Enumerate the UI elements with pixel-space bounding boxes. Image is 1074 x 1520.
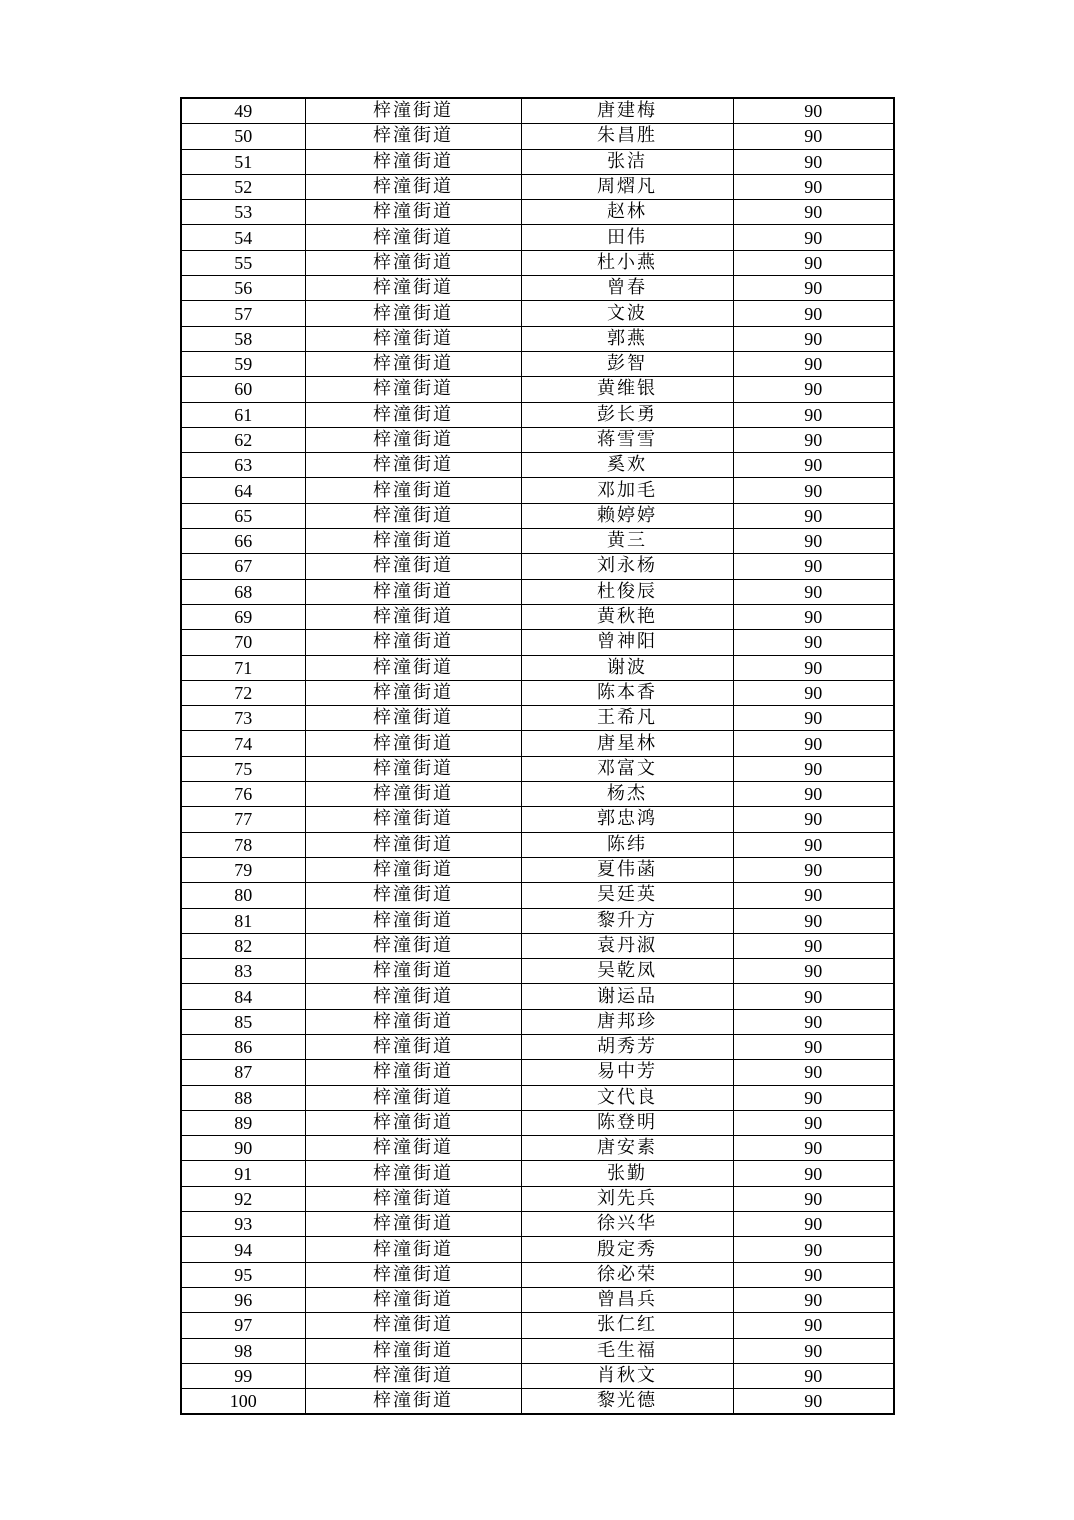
row-number: 78	[181, 832, 305, 857]
score-cell: 90	[733, 959, 894, 984]
person-name-cell: 曾昌兵	[521, 1287, 733, 1312]
person-name-cell: 张洁	[521, 149, 733, 174]
score-cell: 90	[733, 655, 894, 680]
row-number: 69	[181, 604, 305, 629]
table-row	[181, 478, 894, 503]
score-cell: 90	[733, 124, 894, 149]
row-number: 61	[181, 402, 305, 427]
score-cell: 90	[733, 351, 894, 376]
person-name-cell: 谢运品	[521, 984, 733, 1009]
table-row	[181, 908, 894, 933]
person-name-cell: 殷定秀	[521, 1237, 733, 1262]
row-number: 58	[181, 326, 305, 351]
table-row	[181, 1338, 894, 1363]
street-cell: 梓潼街道	[305, 326, 521, 351]
row-number: 67	[181, 554, 305, 579]
street-cell: 梓潼街道	[305, 604, 521, 629]
person-name-cell: 郭忠鸿	[521, 807, 733, 832]
row-number: 82	[181, 933, 305, 958]
score-cell: 90	[733, 680, 894, 705]
street-cell: 梓潼街道	[305, 1186, 521, 1211]
street-cell: 梓潼街道	[305, 1110, 521, 1135]
score-cell: 90	[733, 1212, 894, 1237]
person-name-cell: 周熠凡	[521, 174, 733, 199]
score-cell: 90	[733, 604, 894, 629]
score-cell: 90	[733, 250, 894, 275]
street-cell: 梓潼街道	[305, 832, 521, 857]
score-cell: 90	[733, 1338, 894, 1363]
street-cell: 梓潼街道	[305, 402, 521, 427]
score-cell: 90	[733, 1034, 894, 1059]
person-name-cell: 谢波	[521, 655, 733, 680]
table-row	[181, 1363, 894, 1388]
street-cell: 梓潼街道	[305, 1085, 521, 1110]
score-cell: 90	[733, 1363, 894, 1388]
person-name-cell: 吴乾凤	[521, 959, 733, 984]
row-number: 62	[181, 427, 305, 452]
row-number: 85	[181, 1009, 305, 1034]
table-row	[181, 782, 894, 807]
row-number: 99	[181, 1363, 305, 1388]
roster-table	[180, 97, 895, 1415]
table-row	[181, 1313, 894, 1338]
street-cell: 梓潼街道	[305, 250, 521, 275]
person-name-cell: 曾春	[521, 276, 733, 301]
street-cell: 梓潼街道	[305, 908, 521, 933]
score-cell: 90	[733, 529, 894, 554]
person-name-cell: 徐兴华	[521, 1212, 733, 1237]
row-number: 84	[181, 984, 305, 1009]
row-number: 100	[181, 1389, 305, 1415]
street-cell: 梓潼街道	[305, 883, 521, 908]
row-number: 98	[181, 1338, 305, 1363]
table-row	[181, 731, 894, 756]
person-name-cell: 黎升方	[521, 908, 733, 933]
table-row	[181, 655, 894, 680]
table-row	[181, 857, 894, 882]
street-cell: 梓潼街道	[305, 857, 521, 882]
row-number: 79	[181, 857, 305, 882]
row-number: 60	[181, 377, 305, 402]
street-cell: 梓潼街道	[305, 351, 521, 376]
table-row	[181, 276, 894, 301]
score-cell: 90	[733, 301, 894, 326]
person-name-cell: 邓加毛	[521, 478, 733, 503]
person-name-cell: 黄维银	[521, 377, 733, 402]
score-cell: 90	[733, 453, 894, 478]
row-number: 55	[181, 250, 305, 275]
row-number: 77	[181, 807, 305, 832]
person-name-cell: 袁丹淑	[521, 933, 733, 958]
table-row	[181, 529, 894, 554]
person-name-cell: 奚欢	[521, 453, 733, 478]
street-cell: 梓潼街道	[305, 554, 521, 579]
street-cell: 梓潼街道	[305, 680, 521, 705]
street-cell: 梓潼街道	[305, 630, 521, 655]
table-row	[181, 200, 894, 225]
person-name-cell: 曾神阳	[521, 630, 733, 655]
row-number: 51	[181, 149, 305, 174]
row-number: 75	[181, 756, 305, 781]
table-row	[181, 1110, 894, 1135]
table-row	[181, 706, 894, 731]
table-row	[181, 250, 894, 275]
street-cell: 梓潼街道	[305, 1161, 521, 1186]
person-name-cell: 赖婷婷	[521, 503, 733, 528]
person-name-cell: 胡秀芳	[521, 1034, 733, 1059]
street-cell: 梓潼街道	[305, 579, 521, 604]
score-cell: 90	[733, 706, 894, 731]
street-cell: 梓潼街道	[305, 225, 521, 250]
person-name-cell: 吴廷英	[521, 883, 733, 908]
street-cell: 梓潼街道	[305, 959, 521, 984]
street-cell: 梓潼街道	[305, 1212, 521, 1237]
person-name-cell: 杜小燕	[521, 250, 733, 275]
score-cell: 90	[733, 782, 894, 807]
row-number: 96	[181, 1287, 305, 1312]
table-row	[181, 630, 894, 655]
row-number: 76	[181, 782, 305, 807]
row-number: 59	[181, 351, 305, 376]
table-row	[181, 807, 894, 832]
street-cell: 梓潼街道	[305, 933, 521, 958]
street-cell: 梓潼街道	[305, 706, 521, 731]
score-cell: 90	[733, 554, 894, 579]
person-name-cell: 杜俊辰	[521, 579, 733, 604]
score-cell: 90	[733, 579, 894, 604]
person-name-cell: 黄三	[521, 529, 733, 554]
score-cell: 90	[733, 503, 894, 528]
row-number: 92	[181, 1186, 305, 1211]
street-cell: 梓潼街道	[305, 655, 521, 680]
street-cell: 梓潼街道	[305, 1237, 521, 1262]
row-number: 53	[181, 200, 305, 225]
person-name-cell: 陈纬	[521, 832, 733, 857]
person-name-cell: 唐建梅	[521, 98, 733, 124]
score-cell: 90	[733, 402, 894, 427]
table-row	[181, 402, 894, 427]
table-row	[181, 883, 894, 908]
score-cell: 90	[733, 200, 894, 225]
table-row	[181, 427, 894, 452]
street-cell: 梓潼街道	[305, 1313, 521, 1338]
table-row	[181, 1161, 894, 1186]
street-cell: 梓潼街道	[305, 124, 521, 149]
table-row	[181, 351, 894, 376]
row-number: 95	[181, 1262, 305, 1287]
row-number: 64	[181, 478, 305, 503]
person-name-cell: 文波	[521, 301, 733, 326]
row-number: 89	[181, 1110, 305, 1135]
street-cell: 梓潼街道	[305, 807, 521, 832]
row-number: 57	[181, 301, 305, 326]
row-number: 56	[181, 276, 305, 301]
table-row	[181, 1136, 894, 1161]
table-row	[181, 554, 894, 579]
score-cell: 90	[733, 1161, 894, 1186]
score-cell: 90	[733, 731, 894, 756]
row-number: 52	[181, 174, 305, 199]
table-row	[181, 1212, 894, 1237]
row-number: 88	[181, 1085, 305, 1110]
score-cell: 90	[733, 1060, 894, 1085]
person-name-cell: 张仁红	[521, 1313, 733, 1338]
street-cell: 梓潼街道	[305, 529, 521, 554]
street-cell: 梓潼街道	[305, 453, 521, 478]
score-cell: 90	[733, 1237, 894, 1262]
street-cell: 梓潼街道	[305, 1136, 521, 1161]
table-row	[181, 1034, 894, 1059]
table-row	[181, 832, 894, 857]
table-row	[181, 98, 894, 124]
row-number: 90	[181, 1136, 305, 1161]
score-cell: 90	[733, 1085, 894, 1110]
row-number: 63	[181, 453, 305, 478]
row-number: 74	[181, 731, 305, 756]
table-row	[181, 959, 894, 984]
street-cell: 梓潼街道	[305, 301, 521, 326]
person-name-cell: 黄秋艳	[521, 604, 733, 629]
street-cell: 梓潼街道	[305, 984, 521, 1009]
street-cell: 梓潼街道	[305, 1009, 521, 1034]
table-row	[181, 453, 894, 478]
score-cell: 90	[733, 1186, 894, 1211]
row-number: 81	[181, 908, 305, 933]
person-name-cell: 唐邦珍	[521, 1009, 733, 1034]
street-cell: 梓潼街道	[305, 98, 521, 124]
street-cell: 梓潼街道	[305, 427, 521, 452]
street-cell: 梓潼街道	[305, 503, 521, 528]
street-cell: 梓潼街道	[305, 1034, 521, 1059]
score-cell: 90	[733, 478, 894, 503]
person-name-cell: 赵林	[521, 200, 733, 225]
row-number: 66	[181, 529, 305, 554]
row-number: 80	[181, 883, 305, 908]
person-name-cell: 文代良	[521, 1085, 733, 1110]
score-cell: 90	[733, 933, 894, 958]
table-row	[181, 933, 894, 958]
person-name-cell: 邓富文	[521, 756, 733, 781]
person-name-cell: 黎光德	[521, 1389, 733, 1415]
person-name-cell: 易中芳	[521, 1060, 733, 1085]
score-cell: 90	[733, 908, 894, 933]
street-cell: 梓潼街道	[305, 1060, 521, 1085]
table-row	[181, 225, 894, 250]
table-row	[181, 503, 894, 528]
table-row	[181, 124, 894, 149]
score-cell: 90	[733, 276, 894, 301]
street-cell: 梓潼街道	[305, 377, 521, 402]
table-row	[181, 377, 894, 402]
row-number: 97	[181, 1313, 305, 1338]
person-name-cell: 毛生福	[521, 1338, 733, 1363]
roster-table-body	[181, 98, 894, 1414]
table-row	[181, 1287, 894, 1312]
row-number: 50	[181, 124, 305, 149]
row-number: 91	[181, 1161, 305, 1186]
person-name-cell: 肖秋文	[521, 1363, 733, 1388]
row-number: 86	[181, 1034, 305, 1059]
person-name-cell: 张勤	[521, 1161, 733, 1186]
person-name-cell: 唐安素	[521, 1136, 733, 1161]
table-row	[181, 174, 894, 199]
street-cell: 梓潼街道	[305, 478, 521, 503]
row-number: 93	[181, 1212, 305, 1237]
street-cell: 梓潼街道	[305, 782, 521, 807]
street-cell: 梓潼街道	[305, 200, 521, 225]
table-row	[181, 604, 894, 629]
score-cell: 90	[733, 1287, 894, 1312]
table-row	[181, 1262, 894, 1287]
street-cell: 梓潼街道	[305, 1338, 521, 1363]
score-cell: 90	[733, 630, 894, 655]
row-number: 87	[181, 1060, 305, 1085]
street-cell: 梓潼街道	[305, 276, 521, 301]
table-row	[181, 149, 894, 174]
street-cell: 梓潼街道	[305, 174, 521, 199]
street-cell: 梓潼街道	[305, 1363, 521, 1388]
score-cell: 90	[733, 174, 894, 199]
table-row	[181, 1389, 894, 1415]
score-cell: 90	[733, 1389, 894, 1415]
score-cell: 90	[733, 1313, 894, 1338]
row-number: 49	[181, 98, 305, 124]
table-row	[181, 1009, 894, 1034]
table-row	[181, 579, 894, 604]
table-row	[181, 1237, 894, 1262]
row-number: 72	[181, 680, 305, 705]
row-number: 68	[181, 579, 305, 604]
score-cell: 90	[733, 807, 894, 832]
row-number: 94	[181, 1237, 305, 1262]
score-cell: 90	[733, 883, 894, 908]
row-number: 54	[181, 225, 305, 250]
score-cell: 90	[733, 98, 894, 124]
person-name-cell: 杨杰	[521, 782, 733, 807]
street-cell: 梓潼街道	[305, 1262, 521, 1287]
street-cell: 梓潼街道	[305, 731, 521, 756]
row-number: 65	[181, 503, 305, 528]
table-row	[181, 326, 894, 351]
person-name-cell: 田伟	[521, 225, 733, 250]
score-cell: 90	[733, 1136, 894, 1161]
score-cell: 90	[733, 326, 894, 351]
street-cell: 梓潼街道	[305, 756, 521, 781]
street-cell: 梓潼街道	[305, 1389, 521, 1415]
person-name-cell: 王希凡	[521, 706, 733, 731]
person-name-cell: 陈登明	[521, 1110, 733, 1135]
score-cell: 90	[733, 1009, 894, 1034]
score-cell: 90	[733, 984, 894, 1009]
score-cell: 90	[733, 377, 894, 402]
row-number: 70	[181, 630, 305, 655]
table-row	[181, 301, 894, 326]
person-name-cell: 唐星林	[521, 731, 733, 756]
person-name-cell: 刘先兵	[521, 1186, 733, 1211]
person-name-cell: 彭长勇	[521, 402, 733, 427]
table-row	[181, 984, 894, 1009]
score-cell: 90	[733, 427, 894, 452]
person-name-cell: 蒋雪雪	[521, 427, 733, 452]
score-cell: 90	[733, 1262, 894, 1287]
table-row	[181, 680, 894, 705]
person-name-cell: 郭燕	[521, 326, 733, 351]
table-row	[181, 1060, 894, 1085]
person-name-cell: 陈本香	[521, 680, 733, 705]
score-cell: 90	[733, 1110, 894, 1135]
score-cell: 90	[733, 149, 894, 174]
person-name-cell: 彭智	[521, 351, 733, 376]
person-name-cell: 夏伟菡	[521, 857, 733, 882]
table-row	[181, 756, 894, 781]
table-row	[181, 1186, 894, 1211]
person-name-cell: 徐必荣	[521, 1262, 733, 1287]
person-name-cell: 刘永杨	[521, 554, 733, 579]
row-number: 73	[181, 706, 305, 731]
street-cell: 梓潼街道	[305, 1287, 521, 1312]
score-cell: 90	[733, 832, 894, 857]
row-number: 83	[181, 959, 305, 984]
table-row	[181, 1085, 894, 1110]
score-cell: 90	[733, 857, 894, 882]
street-cell: 梓潼街道	[305, 149, 521, 174]
row-number: 71	[181, 655, 305, 680]
score-cell: 90	[733, 756, 894, 781]
person-name-cell: 朱昌胜	[521, 124, 733, 149]
score-cell: 90	[733, 225, 894, 250]
